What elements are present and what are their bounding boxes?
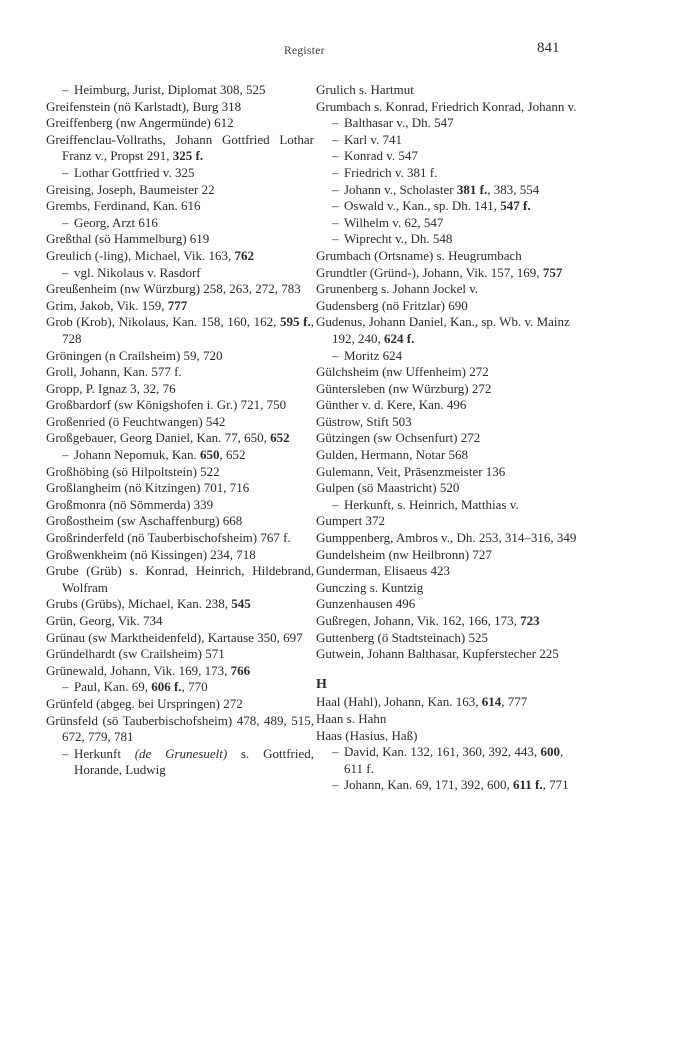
index-entry — [316, 265, 584, 282]
index-entry — [316, 82, 584, 99]
index-entry — [46, 298, 314, 315]
entry-trailing-text: , 770 — [181, 679, 208, 695]
entry-trailing-text: s. Gottfried, Horande, Ludwig — [74, 745, 314, 778]
index-entry — [316, 414, 584, 431]
index-entry — [46, 547, 314, 564]
index-entry — [46, 99, 314, 116]
index-entry — [316, 596, 584, 613]
subentry-dash: – — [332, 198, 339, 214]
entry-main-reference: 777 — [167, 297, 188, 313]
index-entry — [46, 198, 314, 215]
left-column — [46, 82, 314, 779]
entry-text: Gunderman, Elisaeus 423 — [316, 563, 450, 579]
entry-text: Gußregen, Johann, Vik. 162, 166, 173, — [316, 613, 521, 628]
entry-text: Gudensberg (nö Fritzlar) 690 — [316, 297, 468, 313]
entry-text: Grulich s. Hartmut — [316, 82, 414, 97]
index-subentry — [316, 132, 584, 149]
entry-main-reference: 757 — [542, 264, 563, 280]
index-entry — [316, 397, 584, 414]
index-entry — [46, 480, 314, 497]
index-subentry — [316, 115, 584, 132]
entry-text: Grünfeld (abgeg. bei Urspringen) 272 — [46, 695, 243, 711]
entry-trailing-text: , 777 — [501, 694, 528, 710]
entry-trailing-text: , 383, 554 — [487, 181, 540, 197]
entry-text: Greising, Joseph, Baumeister 22 — [46, 181, 215, 197]
index-entry — [316, 630, 584, 647]
entry-text: Gulemann, Veit, Präsenzmeister 136 — [316, 463, 506, 479]
index-entry — [46, 530, 314, 547]
index-subentry — [316, 744, 584, 777]
index-entry — [46, 381, 314, 398]
subentry-dash: – — [62, 264, 69, 280]
entry-text: Grunenberg s. Johann Jockel v. — [316, 281, 479, 297]
entry-text: Gulpen (sö Maastricht) 520 — [316, 480, 460, 496]
entry-main-reference: 611 f. — [513, 777, 543, 793]
entry-trailing-text: , 611 f. — [344, 744, 564, 776]
subentry-dash: – — [62, 164, 69, 180]
entry-text: Greßthal (sö Hammelburg) 619 — [46, 231, 210, 247]
entry-text: Grembs, Ferdinand, Kan. 616 — [46, 198, 201, 214]
entry-text: Grumbach s. Konrad, Friedrich Konrad, Johann v. — [316, 98, 577, 114]
index-entry — [46, 430, 314, 447]
entry-text: Gundelsheim (nw Heilbronn) 727 — [316, 546, 492, 562]
subentry-dash: – — [62, 745, 69, 761]
index-entry — [46, 348, 314, 365]
entry-text: Balthasar v., Dh. 547 — [344, 115, 454, 131]
entry-trailing-text: , 771 — [542, 777, 569, 793]
entry-text: Haan s. Hahn — [316, 710, 387, 726]
entry-text: Paul, Kan. 69, — [74, 679, 152, 695]
entry-text: Großenried (ö Feuchtwangen) 542 — [46, 413, 226, 429]
page-number: 841 — [537, 40, 560, 56]
entry-text: Friedrich v. 381 f. — [344, 164, 438, 180]
index-subentry — [46, 679, 314, 696]
entry-main-reference: 325 f. — [172, 148, 204, 164]
entry-main-reference: 545 — [231, 596, 251, 612]
index-entry — [316, 281, 584, 298]
entry-text: Heimburg, Jurist, Diplomat 308, 525 — [74, 82, 266, 97]
index-entry — [316, 530, 584, 547]
index-entry — [316, 513, 584, 530]
index-entry — [316, 381, 584, 398]
index-entry — [316, 694, 584, 711]
entry-text: Grünewald, Johann, Vik. 169, 173, — [46, 662, 231, 678]
index-subentry — [46, 447, 314, 464]
index-entry — [316, 711, 584, 728]
index-entry — [46, 231, 314, 248]
index-entry — [316, 480, 584, 497]
entry-text: Greulich (-ling), Michael, Vik. 163, — [46, 247, 235, 263]
entry-main-reference: 650 — [200, 447, 220, 463]
index-entry — [46, 281, 314, 298]
index-entry — [46, 132, 314, 165]
index-entry — [46, 696, 314, 713]
entry-text: Gumppenberg, Ambros v., Dh. 253, 314–316, 349 — [316, 530, 577, 546]
index-entry — [46, 630, 314, 647]
entry-text: Großwenkheim (nö Kissingen) 234, 718 — [46, 546, 256, 562]
entry-text: Günther v. d. Kere, Kan. 496 — [316, 397, 467, 413]
section-letter: H — [316, 676, 327, 692]
index-entry — [46, 248, 314, 265]
entry-text: Greußenheim (nw Würzburg) 258, 263, 272, 783 — [46, 281, 301, 297]
entry-text: Greifenstein (nö Karlstadt), Burg 318 — [46, 98, 242, 114]
entry-text: Großhöbing (sö Hilpoltstein) 522 — [46, 463, 220, 479]
index-entry — [46, 397, 314, 414]
entry-text: Karl v. 741 — [344, 131, 403, 147]
entry-text: Großrinderfeld (nö Tauberbischofsheim) 767 f. — [46, 530, 291, 546]
entry-text: Grundtler (Gründ-), Johann, Vik. 157, 169, — [316, 264, 543, 280]
index-entry — [46, 713, 314, 746]
index-entry — [46, 364, 314, 381]
entry-text: Groll, Johann, Kan. 577 f. — [46, 364, 182, 380]
index-subentry — [316, 231, 584, 248]
subentry-dash: – — [332, 744, 339, 760]
index-subentry — [316, 198, 584, 215]
entry-text: Großostheim (sw Aschaffenburg) 668 — [46, 513, 243, 529]
index-entry — [46, 646, 314, 663]
entry-main-reference: 614 — [481, 694, 502, 710]
index-entry — [46, 182, 314, 199]
index-subentry — [316, 215, 584, 232]
entry-text: Wilhelm v. 62, 547 — [344, 214, 444, 230]
entry-text: Großmonra (nö Sömmerda) 339 — [46, 496, 214, 512]
index-entry — [316, 314, 584, 347]
entry-text: Georg, Arzt 616 — [74, 214, 158, 230]
index-subentry — [46, 215, 314, 232]
entry-main-reference: 600 — [540, 744, 560, 760]
entry-text: Gudenus, Johann Daniel, Kan., sp. Wb. v. Mainz 192, 240, — [316, 314, 570, 346]
entry-text: Oswald v., Kan., sp. Dh. 141, — [344, 198, 501, 214]
subentry-dash: – — [332, 777, 339, 793]
subentry-dash: – — [332, 181, 339, 197]
index-entry — [316, 613, 584, 630]
entry-text: Großbardorf (sw Königshofen i. Gr.) 721, 750 — [46, 397, 287, 413]
subentry-dash: – — [332, 496, 339, 512]
subentry-dash: – — [332, 231, 339, 247]
entry-main-reference: 547 f. — [500, 198, 531, 214]
entry-text: Grim, Jakob, Vik. 159, — [46, 297, 168, 313]
subentry-dash: – — [332, 148, 339, 164]
index-entry — [46, 596, 314, 613]
index-entry — [316, 563, 584, 580]
index-entry — [46, 414, 314, 431]
entry-text: Gunzenhausen 496 — [316, 596, 416, 612]
entry-text: Herkunft, s. Heinrich, Matthias v. — [344, 496, 519, 512]
entry-text: Johann v., Scholaster — [344, 181, 457, 197]
subentry-dash: – — [332, 115, 339, 131]
index-entry — [316, 248, 584, 265]
entry-main-reference: 381 f. — [456, 181, 488, 197]
subentry-dash: – — [62, 447, 69, 463]
entry-main-reference: 723 — [520, 613, 540, 628]
index-subentry — [316, 348, 584, 365]
entry-text: Gropp, P. Ignaz 3, 32, 76 — [46, 380, 176, 396]
index-subentry — [316, 148, 584, 165]
index-entry — [316, 464, 584, 481]
entry-text: Gutwein, Johann Balthasar, Kupferstecher 225 — [316, 646, 559, 662]
entry-text: Gunczing s. Kuntzig — [316, 579, 424, 595]
index-entry — [316, 99, 584, 116]
subentry-dash: – — [332, 164, 339, 180]
entry-text: Haas (Hasius, Haß) — [316, 727, 418, 743]
running-header: Register — [284, 45, 325, 57]
entry-text: Haal (Hahl), Johann, Kan. 163, — [316, 694, 482, 710]
entry-text: vgl. Nikolaus v. Rasdorf — [74, 264, 201, 280]
entry-text: Moritz 624 — [344, 347, 403, 363]
index-entry — [46, 613, 314, 630]
index-subentry — [46, 165, 314, 182]
entry-main-reference: 606 f. — [151, 679, 182, 695]
entry-text: Gumpert 372 — [316, 513, 385, 529]
entry-main-reference: 762 — [234, 247, 255, 263]
subentry-dash: – — [332, 214, 339, 230]
index-entry — [316, 364, 584, 381]
index-subentry — [316, 497, 584, 514]
index-subentry — [46, 82, 314, 99]
entry-main-reference: 624 f. — [384, 330, 415, 346]
entry-text: Grünsfeld (sö Tauberbischofsheim) 478, 489, 515, 672, 779, 781 — [46, 712, 314, 745]
entry-italic-text: (de Grunesuelt) — [134, 745, 228, 761]
entry-text: Herkunft — [74, 745, 135, 761]
index-entry — [46, 663, 314, 680]
subentry-dash: – — [62, 679, 69, 695]
entry-text: Grünau (sw Marktheidenfeld), Kartause 350, 697 — [46, 629, 303, 645]
index-entry — [46, 464, 314, 481]
entry-trailing-text: , 652 — [219, 447, 246, 463]
entry-text: David, Kan. 132, 161, 360, 392, 443, — [344, 744, 541, 760]
entry-main-reference: 652 — [270, 430, 290, 446]
index-subentry — [316, 182, 584, 199]
entry-trailing-text: , 728 — [62, 314, 314, 346]
entry-text: Güntersleben (nw Würzburg) 272 — [316, 380, 492, 396]
index-entry — [316, 728, 584, 745]
subentry-dash: – — [62, 82, 69, 97]
subentry-dash: – — [332, 347, 339, 363]
entry-text: Grubs (Grübs), Michael, Kan. 238, — [46, 596, 232, 612]
entry-text: Großgebauer, Georg Daniel, Kan. 77, 650, — [46, 430, 271, 446]
index-subentry — [316, 165, 584, 182]
right-column — [316, 82, 584, 794]
entry-text: Grube (Grüb) s. Konrad, Heinrich, Hildebrand, Wolfram — [46, 563, 314, 595]
index-subentry — [46, 265, 314, 282]
entry-main-reference: 595 f. — [280, 314, 311, 330]
entry-text: Konrad v. 547 — [344, 148, 418, 164]
subentry-dash: – — [332, 131, 339, 147]
index-entry — [46, 563, 314, 596]
entry-text: Güstrow, Stift 503 — [316, 413, 412, 429]
entry-text: Gützingen (sw Ochsenfurt) 272 — [316, 430, 481, 446]
index-entry — [316, 298, 584, 315]
index-entry — [316, 646, 584, 663]
index-entry — [46, 314, 314, 347]
entry-main-reference: 766 — [230, 662, 251, 678]
subentry-dash: – — [62, 214, 69, 230]
index-subentry — [46, 746, 314, 779]
entry-text: Gülchsheim (nw Uffenheim) 272 — [316, 364, 489, 380]
index-entry — [316, 547, 584, 564]
entry-text: Grob (Krob), Nikolaus, Kan. 158, 160, 162, — [46, 314, 281, 330]
entry-text: Greiffenberg (nw Angermünde) 612 — [46, 115, 234, 131]
index-entry — [46, 497, 314, 514]
index-subentry — [316, 777, 584, 794]
entry-text: Wiprecht v., Dh. 548 — [344, 231, 453, 247]
index-entry — [316, 430, 584, 447]
entry-text: Gründelhardt (sw Crailsheim) 571 — [46, 646, 225, 662]
entry-text: Großlangheim (nö Kitzingen) 701, 716 — [46, 480, 250, 496]
entry-text: Greiffenclau-Vollraths, Johann Gottfried Lothar Franz v., Propst 291, — [46, 131, 314, 164]
entry-text: Guttenberg (ö Stadtsteinach) 525 — [316, 629, 488, 645]
index-entry — [46, 513, 314, 530]
index-entry — [316, 580, 584, 597]
entry-text: Lothar Gottfried v. 325 — [74, 164, 195, 180]
entry-text: Johann, Kan. 69, 171, 392, 600, — [344, 777, 513, 793]
entry-text: Grün, Georg, Vik. 734 — [46, 613, 163, 628]
entry-text: Johann Nepomuk, Kan. — [74, 447, 201, 463]
index-entry — [316, 447, 584, 464]
index-entry — [46, 115, 314, 132]
entry-text: Gulden, Hermann, Notar 568 — [316, 447, 468, 463]
entry-text: Gröningen (n Crailsheim) 59, 720 — [46, 347, 223, 363]
entry-text: Grumbach (Ortsname) s. Heugrumbach — [316, 247, 522, 263]
